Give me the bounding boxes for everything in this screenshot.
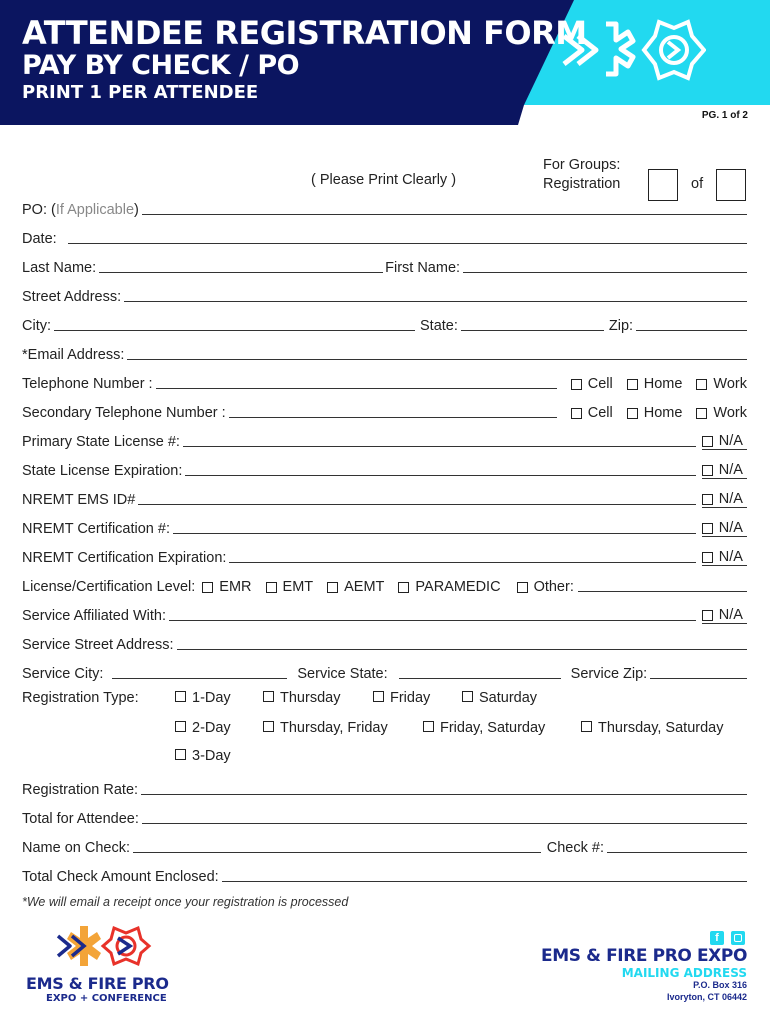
checkbox[interactable] bbox=[398, 582, 409, 593]
groups-of-label: of bbox=[691, 176, 704, 192]
street-field[interactable] bbox=[124, 300, 747, 302]
registration-rate-field[interactable] bbox=[141, 793, 747, 795]
date-field[interactable] bbox=[68, 242, 747, 244]
nremt-id-label: NREMT EMS ID# bbox=[22, 492, 136, 508]
phone-work-option[interactable]: Work bbox=[696, 376, 747, 392]
nremt-cert-na[interactable]: N/A bbox=[702, 520, 747, 537]
secondary-telephone-row bbox=[22, 399, 747, 421]
checkbox[interactable] bbox=[696, 408, 707, 419]
total-attendee-row bbox=[22, 805, 747, 827]
checkbox[interactable] bbox=[571, 379, 582, 390]
ems-fire-pro-logo-icon bbox=[52, 922, 152, 970]
reg-1day-thursday[interactable]: Thursday bbox=[263, 690, 340, 706]
footer-brand-name: EMS & FIRE PRO EXPO bbox=[541, 946, 747, 966]
checkbox[interactable] bbox=[263, 691, 274, 702]
check-number-label: Check #: bbox=[546, 840, 604, 856]
reg-2day-fri-sat[interactable]: Friday, Saturday bbox=[423, 720, 545, 736]
nremt-cert-label: NREMT Certification #: bbox=[22, 521, 170, 537]
checkbox[interactable] bbox=[581, 721, 592, 732]
groups-label-line2: Registration bbox=[543, 176, 621, 192]
reg-2day-option[interactable]: 2-Day bbox=[175, 720, 231, 736]
name-on-check-field[interactable] bbox=[133, 851, 541, 853]
groups-label bbox=[543, 156, 620, 194]
header-banner bbox=[0, 0, 770, 125]
level-other-field[interactable] bbox=[578, 590, 747, 592]
city-label: City: bbox=[22, 318, 51, 334]
city-row bbox=[22, 312, 747, 334]
po-row bbox=[22, 196, 747, 218]
street-label: Street Address: bbox=[22, 289, 122, 305]
state-label: State: bbox=[420, 318, 458, 334]
check-row bbox=[22, 834, 747, 856]
level-other-option[interactable]: Other: bbox=[517, 579, 574, 595]
license-expiration-row bbox=[22, 457, 747, 479]
checkbox[interactable] bbox=[702, 610, 713, 621]
primary-license-row bbox=[22, 428, 747, 450]
date-label: Date: bbox=[22, 231, 57, 247]
service-location-row bbox=[22, 660, 747, 682]
po-field[interactable] bbox=[142, 213, 747, 215]
reg-3day-option[interactable]: 3-Day bbox=[175, 748, 231, 764]
telephone-label: Telephone Number : bbox=[22, 376, 153, 392]
checkbox[interactable] bbox=[627, 379, 638, 390]
form-subtitle: PAY BY CHECK / PO bbox=[22, 50, 300, 81]
primary-license-label: Primary State License #: bbox=[22, 434, 180, 450]
nremt-cert-row bbox=[22, 515, 747, 537]
state-field[interactable] bbox=[461, 329, 604, 331]
name-on-check-label: Name on Check: bbox=[22, 840, 130, 856]
service-zip-label: Service Zip: bbox=[570, 666, 648, 682]
telephone-row bbox=[22, 370, 747, 392]
instagram-icon[interactable] bbox=[731, 931, 745, 945]
service-city-field[interactable] bbox=[112, 677, 287, 679]
first-name-field[interactable] bbox=[463, 271, 747, 273]
last-name-field[interactable] bbox=[99, 271, 383, 273]
checkbox[interactable] bbox=[702, 523, 713, 534]
star-of-life-icon bbox=[556, 14, 706, 84]
zip-field[interactable] bbox=[636, 329, 747, 331]
level-aemt-option[interactable]: AEMT bbox=[327, 579, 384, 595]
address-line-1: P.O. Box 316 bbox=[693, 980, 747, 990]
service-street-label: Service Street Address: bbox=[22, 637, 174, 653]
total-attendee-field[interactable] bbox=[142, 822, 747, 824]
phone-home-option[interactable]: Home bbox=[627, 376, 683, 392]
checkbox[interactable] bbox=[462, 691, 473, 702]
checkbox[interactable] bbox=[627, 408, 638, 419]
address-line-2: Ivoryton, CT 06442 bbox=[666, 992, 747, 1002]
checkbox[interactable] bbox=[702, 494, 713, 505]
reg-1day-option[interactable]: 1-Day bbox=[175, 690, 231, 706]
reg-2day-thu-fri[interactable]: Thursday, Friday bbox=[263, 720, 388, 736]
secondary-telephone-field[interactable] bbox=[229, 416, 557, 418]
facebook-icon[interactable]: f bbox=[710, 931, 724, 945]
footer-logo-title: EMS & FIRE PRO bbox=[26, 974, 169, 993]
secondary-home-option[interactable]: Home bbox=[627, 405, 683, 421]
date-row bbox=[22, 225, 747, 247]
print-clearly-note: ( Please Print Clearly ) bbox=[311, 172, 457, 188]
nremt-cert-field[interactable] bbox=[173, 532, 696, 534]
service-street-field[interactable] bbox=[177, 648, 747, 650]
footer-logo-subtitle: EXPO + CONFERENCE bbox=[46, 993, 167, 1004]
service-state-field[interactable] bbox=[399, 677, 561, 679]
checkbox[interactable] bbox=[327, 582, 338, 593]
last-name-label: Last Name: bbox=[22, 260, 97, 276]
checkbox[interactable] bbox=[202, 582, 213, 593]
nremt-id-row bbox=[22, 486, 747, 508]
secondary-telephone-label: Secondary Telephone Number : bbox=[22, 405, 226, 421]
reg-1day-saturday[interactable]: Saturday bbox=[462, 690, 537, 706]
telephone-field[interactable] bbox=[156, 387, 557, 389]
nremt-cert-exp-field[interactable] bbox=[229, 561, 695, 563]
secondary-work-option[interactable]: Work bbox=[696, 405, 747, 421]
service-affiliated-label: Service Affiliated With: bbox=[22, 608, 166, 624]
nremt-id-field[interactable] bbox=[138, 503, 695, 505]
checkbox[interactable] bbox=[423, 721, 434, 732]
phone-cell-option[interactable]: Cell bbox=[571, 376, 613, 392]
name-row bbox=[22, 254, 747, 276]
email-field[interactable] bbox=[127, 358, 747, 360]
total-check-field[interactable] bbox=[222, 880, 747, 882]
service-street-row bbox=[22, 631, 747, 653]
secondary-cell-option[interactable]: Cell bbox=[571, 405, 613, 421]
registration-rate-row bbox=[22, 776, 747, 798]
nremt-cert-exp-row bbox=[22, 544, 747, 566]
checkbox[interactable] bbox=[175, 691, 186, 702]
service-city-label: Service City: bbox=[22, 666, 104, 682]
checkbox[interactable] bbox=[373, 691, 384, 702]
street-row bbox=[22, 283, 747, 305]
checkbox[interactable] bbox=[702, 465, 713, 476]
total-check-label: Total Check Amount Enclosed: bbox=[22, 869, 219, 885]
primary-license-na[interactable]: N/A bbox=[702, 433, 747, 450]
checkbox[interactable] bbox=[571, 408, 582, 419]
registration-rate-label: Registration Rate: bbox=[22, 782, 139, 798]
nremt-cert-exp-na[interactable]: N/A bbox=[702, 549, 747, 566]
mailing-address-heading: MAILING ADDRESS bbox=[621, 966, 747, 980]
reg-1day-friday[interactable]: Friday bbox=[373, 690, 430, 706]
zip-label: Zip: bbox=[608, 318, 634, 334]
po-label: PO: (If Applicable) bbox=[22, 202, 139, 218]
groups-label-line1: For Groups: bbox=[543, 157, 621, 173]
email-label: *Email Address: bbox=[22, 347, 125, 363]
service-affiliated-row bbox=[22, 602, 747, 624]
checkbox[interactable] bbox=[702, 552, 713, 563]
cert-level-row bbox=[22, 573, 747, 595]
service-affiliated-na[interactable]: N/A bbox=[702, 607, 747, 624]
level-emt-option[interactable]: EMT bbox=[266, 579, 314, 595]
checkbox[interactable] bbox=[266, 582, 277, 593]
form-title: ATTENDEE REGISTRATION FORM bbox=[22, 14, 587, 52]
form-instruction: PRINT 1 PER ATTENDEE bbox=[22, 82, 259, 103]
city-field[interactable] bbox=[54, 329, 415, 331]
nremt-id-na[interactable]: N/A bbox=[702, 491, 747, 508]
checkbox[interactable] bbox=[175, 749, 186, 760]
total-check-row bbox=[22, 863, 747, 885]
email-row bbox=[22, 341, 747, 363]
level-emr-option[interactable]: EMR bbox=[202, 579, 251, 595]
cert-level-label: License/Certification Level: bbox=[22, 579, 196, 595]
checkbox[interactable] bbox=[175, 721, 186, 732]
primary-license-field[interactable] bbox=[183, 445, 696, 447]
level-paramedic-option[interactable]: PARAMEDIC bbox=[398, 579, 500, 595]
license-expiration-label: State License Expiration: bbox=[22, 463, 183, 479]
checkbox[interactable] bbox=[263, 721, 274, 732]
check-number-field[interactable] bbox=[607, 851, 747, 853]
service-affiliated-field[interactable] bbox=[169, 619, 696, 621]
total-attendee-label: Total for Attendee: bbox=[22, 811, 139, 827]
service-zip-field[interactable] bbox=[650, 677, 747, 679]
nremt-cert-exp-label: NREMT Certification Expiration: bbox=[22, 550, 227, 566]
page-number: PG. 1 of 2 bbox=[701, 110, 748, 121]
checkbox[interactable] bbox=[696, 379, 707, 390]
license-expiration-na[interactable]: N/A bbox=[702, 462, 747, 479]
license-expiration-field[interactable] bbox=[185, 474, 695, 476]
checkbox[interactable] bbox=[517, 582, 528, 593]
reg-2day-thu-sat[interactable]: Thursday, Saturday bbox=[581, 720, 723, 736]
first-name-label: First Name: bbox=[385, 260, 461, 276]
service-state-label: Service State: bbox=[297, 666, 388, 682]
registration-type-label: Registration Type: bbox=[22, 690, 139, 706]
receipt-note: *We will email a receipt once your registration is processed bbox=[22, 895, 349, 909]
checkbox[interactable] bbox=[702, 436, 713, 447]
